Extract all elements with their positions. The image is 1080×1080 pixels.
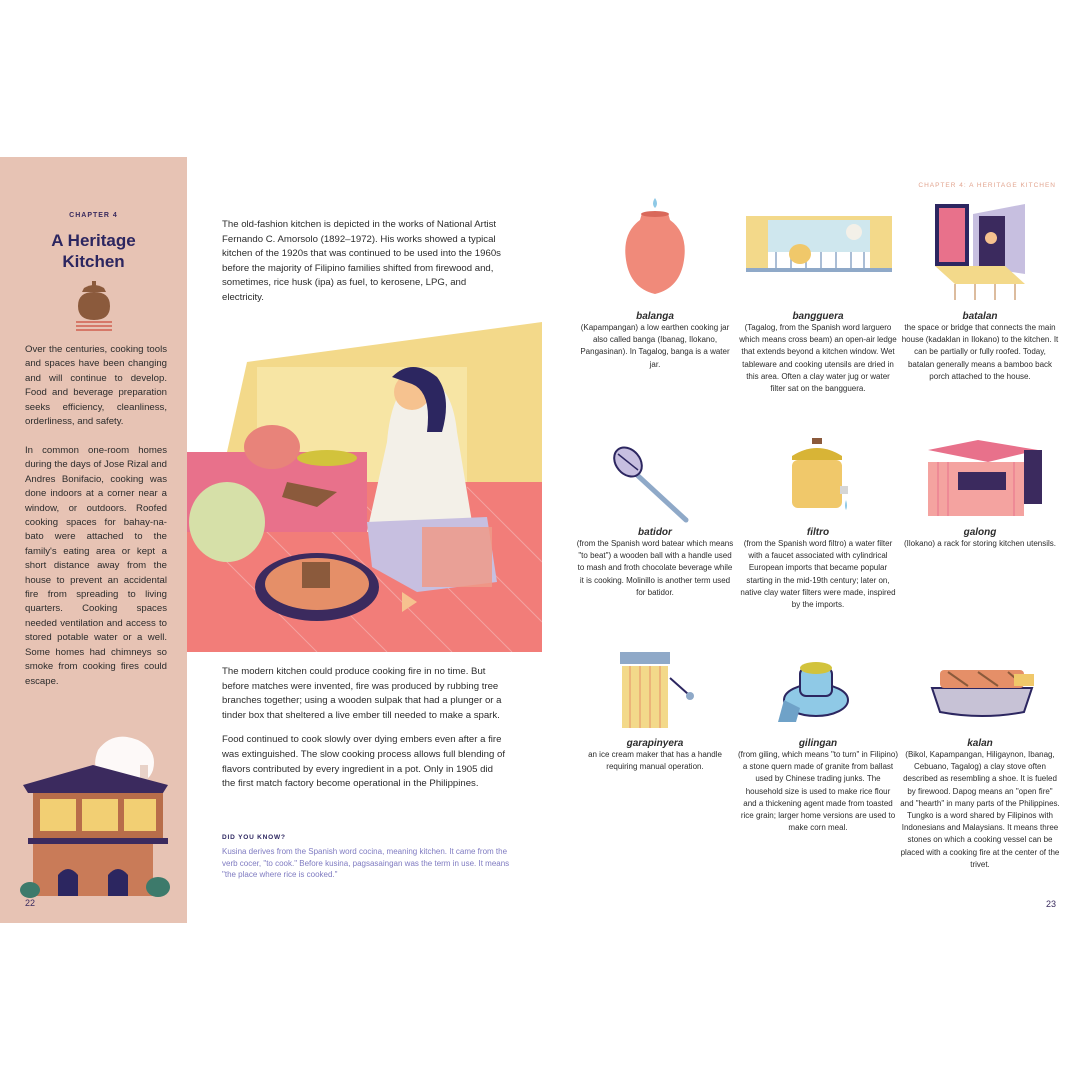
chapter-title-line1: A Heritage <box>51 231 136 250</box>
glossary-item-garapinyera <box>575 738 735 773</box>
term-batidor: batidor <box>638 527 672 538</box>
kalan-clay-stove-icon <box>928 660 1036 720</box>
sidebar-paragraph-1: Over the centuries, cooking tools and spaces have been changing and will continue to develop. Food and beverage preparation seeks efficiency, cleanliness, orderliness, and safety. <box>25 344 167 428</box>
term-galong: galong <box>963 527 997 538</box>
term-filtro: filtro <box>806 527 830 538</box>
desc-filtro: (from the Spanish word filtro) a water filter with a faucet associated with cylindrical European imports that became popular starting in the mid-19th century; later on, native clay water filters were made, inspired by the imports. <box>740 539 896 610</box>
glossary-item-batalan <box>900 311 1060 383</box>
bangguera-window-icon <box>746 216 892 272</box>
garapinyera-ice-cream-maker-icon <box>616 648 698 730</box>
balanga-jar-icon <box>620 198 690 296</box>
desc-bangguera: (Tagalog, from the Spanish word larguero which means cross beam) an open-air ledge that extends beyond a kitchen window. Wet tableware and cooking utensils are dried in this area. Often a clay water jug or water filter sat on the bangguera. <box>739 323 897 394</box>
glossary-item-kalan <box>900 738 1060 871</box>
batalan-porch-icon <box>935 204 1027 302</box>
term-garapinyera: garapinyera <box>626 738 684 749</box>
kitchen-scene-illustration <box>187 322 542 652</box>
clay-pot-icon <box>72 280 116 332</box>
batidor-whisk-icon <box>610 444 692 524</box>
galong-rack-icon <box>918 440 1046 518</box>
desc-galong: (Ilokano) a rack for storing kitchen utensils. <box>903 539 1057 548</box>
running-head: CHAPTER 4: A HERITAGE KITCHEN <box>918 182 1056 189</box>
chapter-label: CHAPTER 4 <box>69 212 118 219</box>
desc-garapinyera: an ice cream maker that has a handle requiring manual operation. <box>588 750 722 772</box>
slow-cooking-paragraph: Food continued to cook slowly over dying embers even after a fire was extinguished. The slow cooking process allows full blending of flavors contributed by every ingredient in a pot. Only in 1905 did the first match factory become operational in the Philippines. <box>222 734 505 790</box>
glossary-item-bangguera <box>738 311 898 395</box>
term-kalan: kalan <box>967 738 993 749</box>
glossary-item-batidor <box>575 527 735 599</box>
term-bangguera: bangguera <box>792 311 844 322</box>
chapter-title <box>0 230 187 272</box>
term-gilingan: gilingan <box>798 738 838 749</box>
desc-gilingan: (from giling, which means "to turn" in Filipino) a stone quern made of granite from ballast used by Chinese trading junks. The household size is used to make rice flour and a thickening agent made from toasted rice grain; larger home versions are used to make corn meal. <box>738 750 898 833</box>
heritage-house-illustration <box>18 725 178 903</box>
sidebar-paragraph-2: In common one-room homes during the days of Jose Rizal and Andres Bonifacio, cooking was done indoors at a corner near a window, or outdoors. Roofed cooking spaces for bahay-na-bato were attached to the family's eating area or kept a short distance away from the house to prevent an accidental fire from spreading to living quarters. Cooking spaces needed ventilation and access to stored potable water or a well. Some homes had chimneys so smoke from cooking fires could escape. <box>25 445 167 687</box>
modern-kitchen-section <box>222 665 506 802</box>
glossary-item-balanga <box>575 311 735 371</box>
did-you-know-text: Kusina derives from the Spanish word cocina, meaning kitchen. It came from the verb cocer, "to cook." Before kusina, pagsasaingan was the term in use. It means "the place where rice is cooked." <box>222 847 510 879</box>
glossary-item-filtro <box>738 527 898 611</box>
glossary-item-gilingan <box>738 738 898 834</box>
page-number-right: 23 <box>1046 899 1057 909</box>
desc-batalan: the space or bridge that connects the main house (kadaklan in Ilokano) to the kitchen. It can be partially or fully roofed. Today, batalan generally means a bamboo back porch attached to the house. <box>901 323 1059 381</box>
gilingan-grinder-icon <box>776 648 852 726</box>
did-you-know-heading: DID YOU KNOW? <box>222 834 286 841</box>
filtro-water-filter-icon <box>786 438 848 520</box>
glossary-item-galong <box>900 527 1060 550</box>
intro-paragraph: The old-fashion kitchen is depicted in the works of National Artist Fernando C. Amorsolo (1892–1972). His works showed a typical kitchen of the 1920s that was continued to be used into the 1960s before the majority of Filipino families shifted from firewood and, sometimes, rice husk (ipa) as fuel, to kerosene, LPG, and electricity. <box>222 219 501 303</box>
desc-batidor: (from the Spanish word batear which means "to beat") a wooden ball with a handle used to mash and froth chocolate beverage while it is cooking. Molinillo is another term used for batidor. <box>576 539 734 597</box>
modern-kitchen-paragraph: The modern kitchen could produce cooking fire in no time. But before matches were invented, fire was produced by rubbing tree branches together; using a wooden sulpak that had a plunger or a tinder box that sheltered a live ember till needed to make a spark. <box>222 666 502 721</box>
term-balanga: balanga <box>636 311 674 322</box>
page-number-left: 22 <box>25 898 36 908</box>
term-batalan: batalan <box>962 311 998 322</box>
chapter-title-line2: Kitchen <box>62 252 125 271</box>
desc-kalan: (Bikol, Kapampangan, Hiligaynon, Ibanag, Cebuano, Tagalog) a clay stove often described as resembling a shoe. It is fueled by firewood. Dapog means an "open fire" and "hearth" in many parts of the Philippines. Tungko is a word shared by Filipinos with Indonesians and Malaysians. It means three stones on which a cooking vessel can be placed with a cooking fire at the center of the trivet. <box>900 750 1060 869</box>
desc-balanga: (Kapampangan) a low earthen cooking jar also called banga (Ibanag, Ilokano, Pangasinan). In Tagalog, banga is a water jar. <box>580 323 730 369</box>
